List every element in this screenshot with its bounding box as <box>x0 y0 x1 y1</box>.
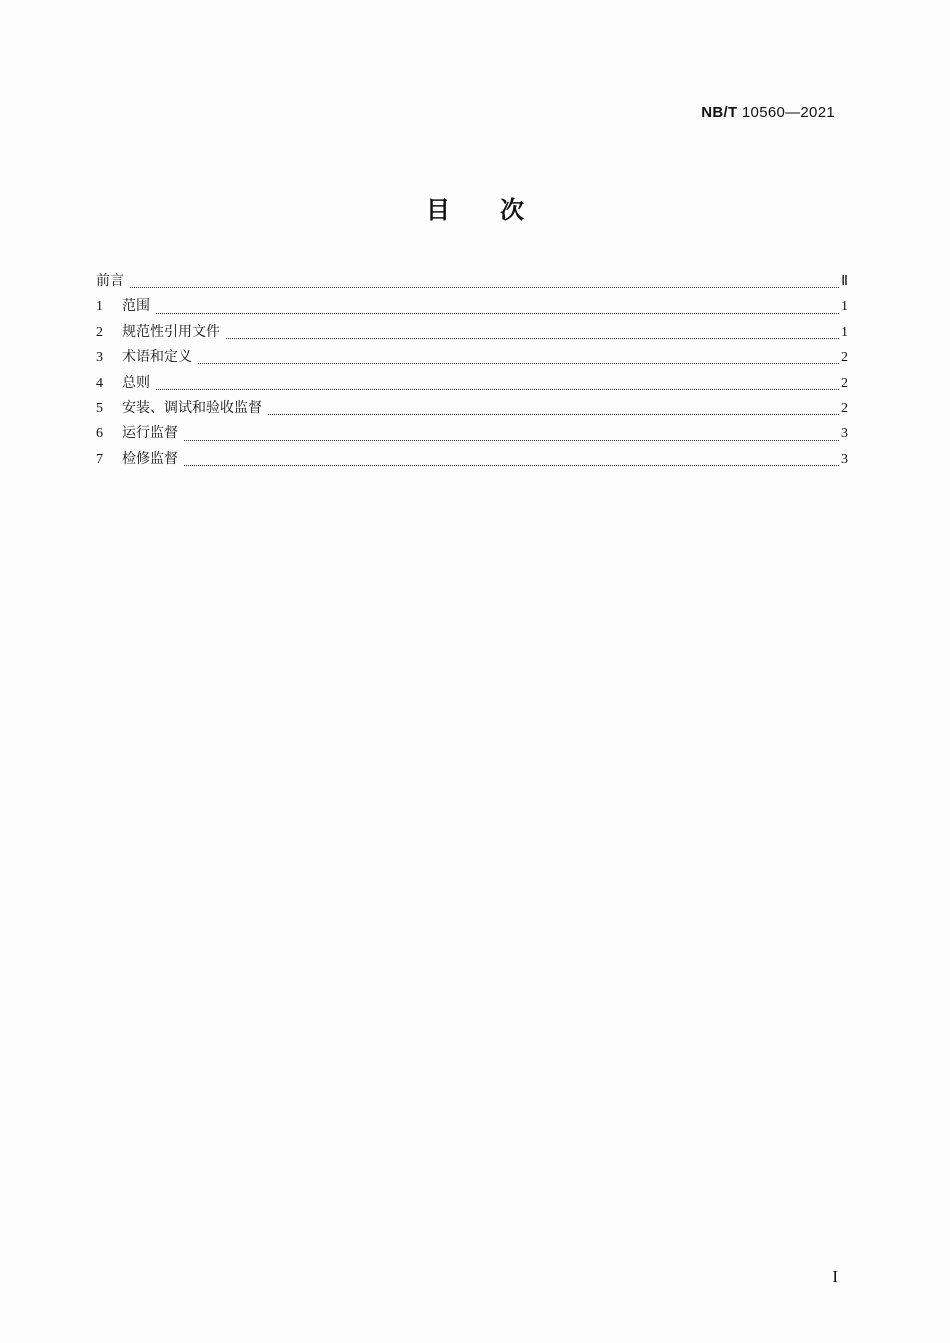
toc-entry-page: 2 <box>841 400 848 416</box>
toc-entry-3[interactable] <box>96 346 848 371</box>
toc-entry-number: 2 <box>96 324 103 340</box>
toc-entry-page: Ⅱ <box>841 274 848 289</box>
toc-entry-label: 运行监督 <box>122 425 178 442</box>
dot-leader <box>198 363 839 364</box>
toc-entry-5[interactable] <box>96 397 848 422</box>
page-number: I <box>832 1267 838 1286</box>
toc-entry-1[interactable] <box>96 295 848 320</box>
toc-entry-label: 前言 <box>96 273 124 289</box>
toc-entry-number: 6 <box>96 426 103 442</box>
toc-entry-label: 术语和定义 <box>122 349 192 366</box>
toc-entry-page: 3 <box>841 451 848 467</box>
toc-entry-4[interactable] <box>96 372 848 397</box>
dot-leader <box>184 465 839 466</box>
dot-leader <box>156 389 839 390</box>
toc-entry-6[interactable] <box>96 422 848 447</box>
toc-title-char-2: 次 <box>500 196 524 224</box>
doc-number: 10560—2021 <box>741 104 835 121</box>
toc-entry-number: 5 <box>96 400 103 416</box>
toc-entry-label: 范围 <box>122 298 150 315</box>
dot-leader <box>156 313 839 314</box>
toc-entry-7[interactable] <box>96 448 848 473</box>
toc-entry-number: 4 <box>96 375 103 391</box>
toc-title <box>0 190 950 225</box>
toc-entry-page: 2 <box>841 350 848 366</box>
toc-entry-page: 1 <box>841 324 848 340</box>
dot-leader <box>268 414 839 415</box>
toc-entry-label: 总则 <box>122 374 150 391</box>
toc-entry-label: 规范性引用文件 <box>122 323 220 340</box>
toc-entry-number: 1 <box>96 299 103 315</box>
toc-entry-page: 1 <box>841 299 848 315</box>
toc-entry-label: 检修监督 <box>122 450 178 467</box>
table-of-contents <box>96 270 848 473</box>
toc-title-char-1: 目 <box>426 196 450 224</box>
toc-entry-2[interactable] <box>96 321 848 346</box>
toc-entry-number: 7 <box>96 451 103 467</box>
toc-entry-page: 3 <box>841 426 848 442</box>
dot-leader <box>184 440 839 441</box>
toc-entry-preface[interactable] <box>96 270 848 295</box>
toc-entry-label: 安装、调试和验收监督 <box>122 399 262 416</box>
document-code <box>701 104 835 121</box>
dot-leader <box>226 338 839 339</box>
doc-prefix: NB/T <box>701 104 738 121</box>
dot-leader <box>130 287 839 288</box>
toc-entry-number: 3 <box>96 350 103 366</box>
toc-entry-page: 2 <box>841 375 848 391</box>
